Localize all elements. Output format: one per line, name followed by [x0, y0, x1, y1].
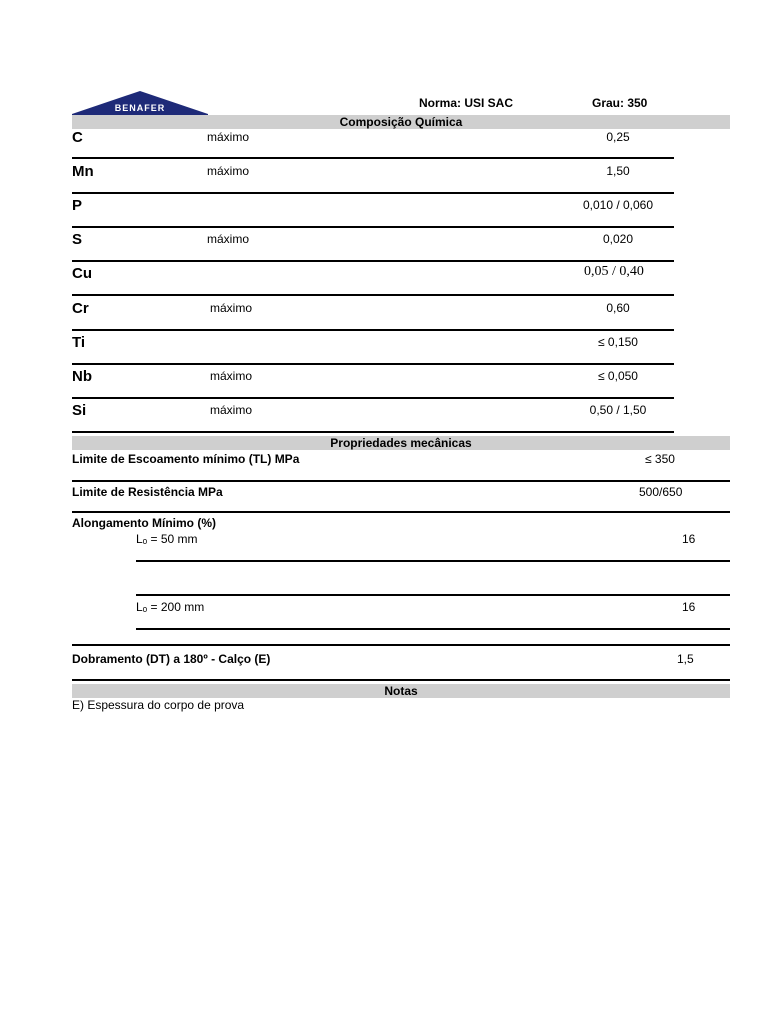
row-divider [72, 679, 730, 681]
row-divider [72, 192, 674, 194]
element-symbol: P [72, 197, 83, 214]
row-divider [72, 260, 674, 262]
element-note: máximo [207, 130, 250, 144]
composition-header-band [72, 115, 730, 129]
element-value: 0,020 [602, 232, 634, 246]
element-symbol: S [72, 231, 83, 248]
element-value: 0,25 [606, 130, 630, 144]
row-divider [72, 431, 674, 433]
bend-value: 1,5 [677, 652, 694, 666]
element-note: máximo [207, 232, 250, 246]
element-symbol: Cu [72, 265, 92, 282]
row-divider [72, 329, 674, 331]
element-symbol: Nb [72, 368, 92, 385]
grau-label: Grau: 350 [592, 96, 648, 110]
element-symbol: Mn [72, 163, 94, 180]
row-divider [72, 644, 730, 646]
row-divider [136, 628, 730, 630]
element-note: máximo [210, 369, 253, 383]
notes-header-band [72, 684, 730, 698]
element-value: 0,50 / 1,50 [589, 403, 647, 417]
row-divider [136, 594, 730, 596]
element-value: 0,60 [606, 301, 630, 315]
notes-title: Notas [384, 684, 418, 698]
mechanical-title: Propriedades mecânicas [330, 436, 472, 450]
element-note: máximo [210, 301, 253, 315]
element-symbol: Ti [72, 334, 86, 351]
bend-label: Dobramento (DT) a 180º - Calço (E) [72, 652, 271, 666]
element-value: 0,010 / 0,060 [582, 198, 654, 212]
element-value: 1,50 [606, 164, 630, 178]
element-value: ≤ 0,150 [598, 335, 638, 349]
elongation-50-value: 16 [682, 532, 696, 546]
element-value: 0,05 / 0,40 [584, 264, 644, 279]
element-symbol: Si [72, 402, 87, 419]
row-divider [136, 560, 730, 562]
norma-label: Norma: USI SAC [419, 96, 514, 110]
row-divider [72, 226, 674, 228]
notes-text: E) Espessura do corpo de prova [72, 698, 245, 712]
element-symbol: Cr [72, 300, 89, 317]
elongation-200-label: Lₒ = 200 mm [136, 600, 205, 614]
element-note: máximo [207, 164, 250, 178]
tensile-value: 500/650 [639, 485, 683, 499]
row-divider [72, 294, 674, 296]
elongation-label: Alongamento Mínimo (%) [72, 516, 216, 530]
element-symbol: C [72, 129, 83, 146]
yield-value: ≤ 350 [645, 452, 675, 466]
element-note: máximo [210, 403, 253, 417]
logo-text: BENAFER [114, 103, 166, 113]
row-divider [72, 480, 730, 482]
yield-label: Limite de Escoamento mínimo (TL) MPa [72, 452, 300, 466]
mechanical-header-band [72, 436, 730, 450]
elongation-50-label: Lₒ = 50 mm [136, 532, 198, 546]
tensile-label: Limite de Resistência MPa [72, 485, 223, 499]
benafer-logo [72, 90, 208, 116]
row-divider [72, 511, 730, 513]
row-divider [72, 363, 674, 365]
elongation-200-value: 16 [682, 600, 696, 614]
element-value: ≤ 0,050 [598, 369, 638, 383]
row-divider [72, 157, 674, 159]
composition-title: Composição Química [339, 115, 463, 129]
row-divider [72, 397, 674, 399]
